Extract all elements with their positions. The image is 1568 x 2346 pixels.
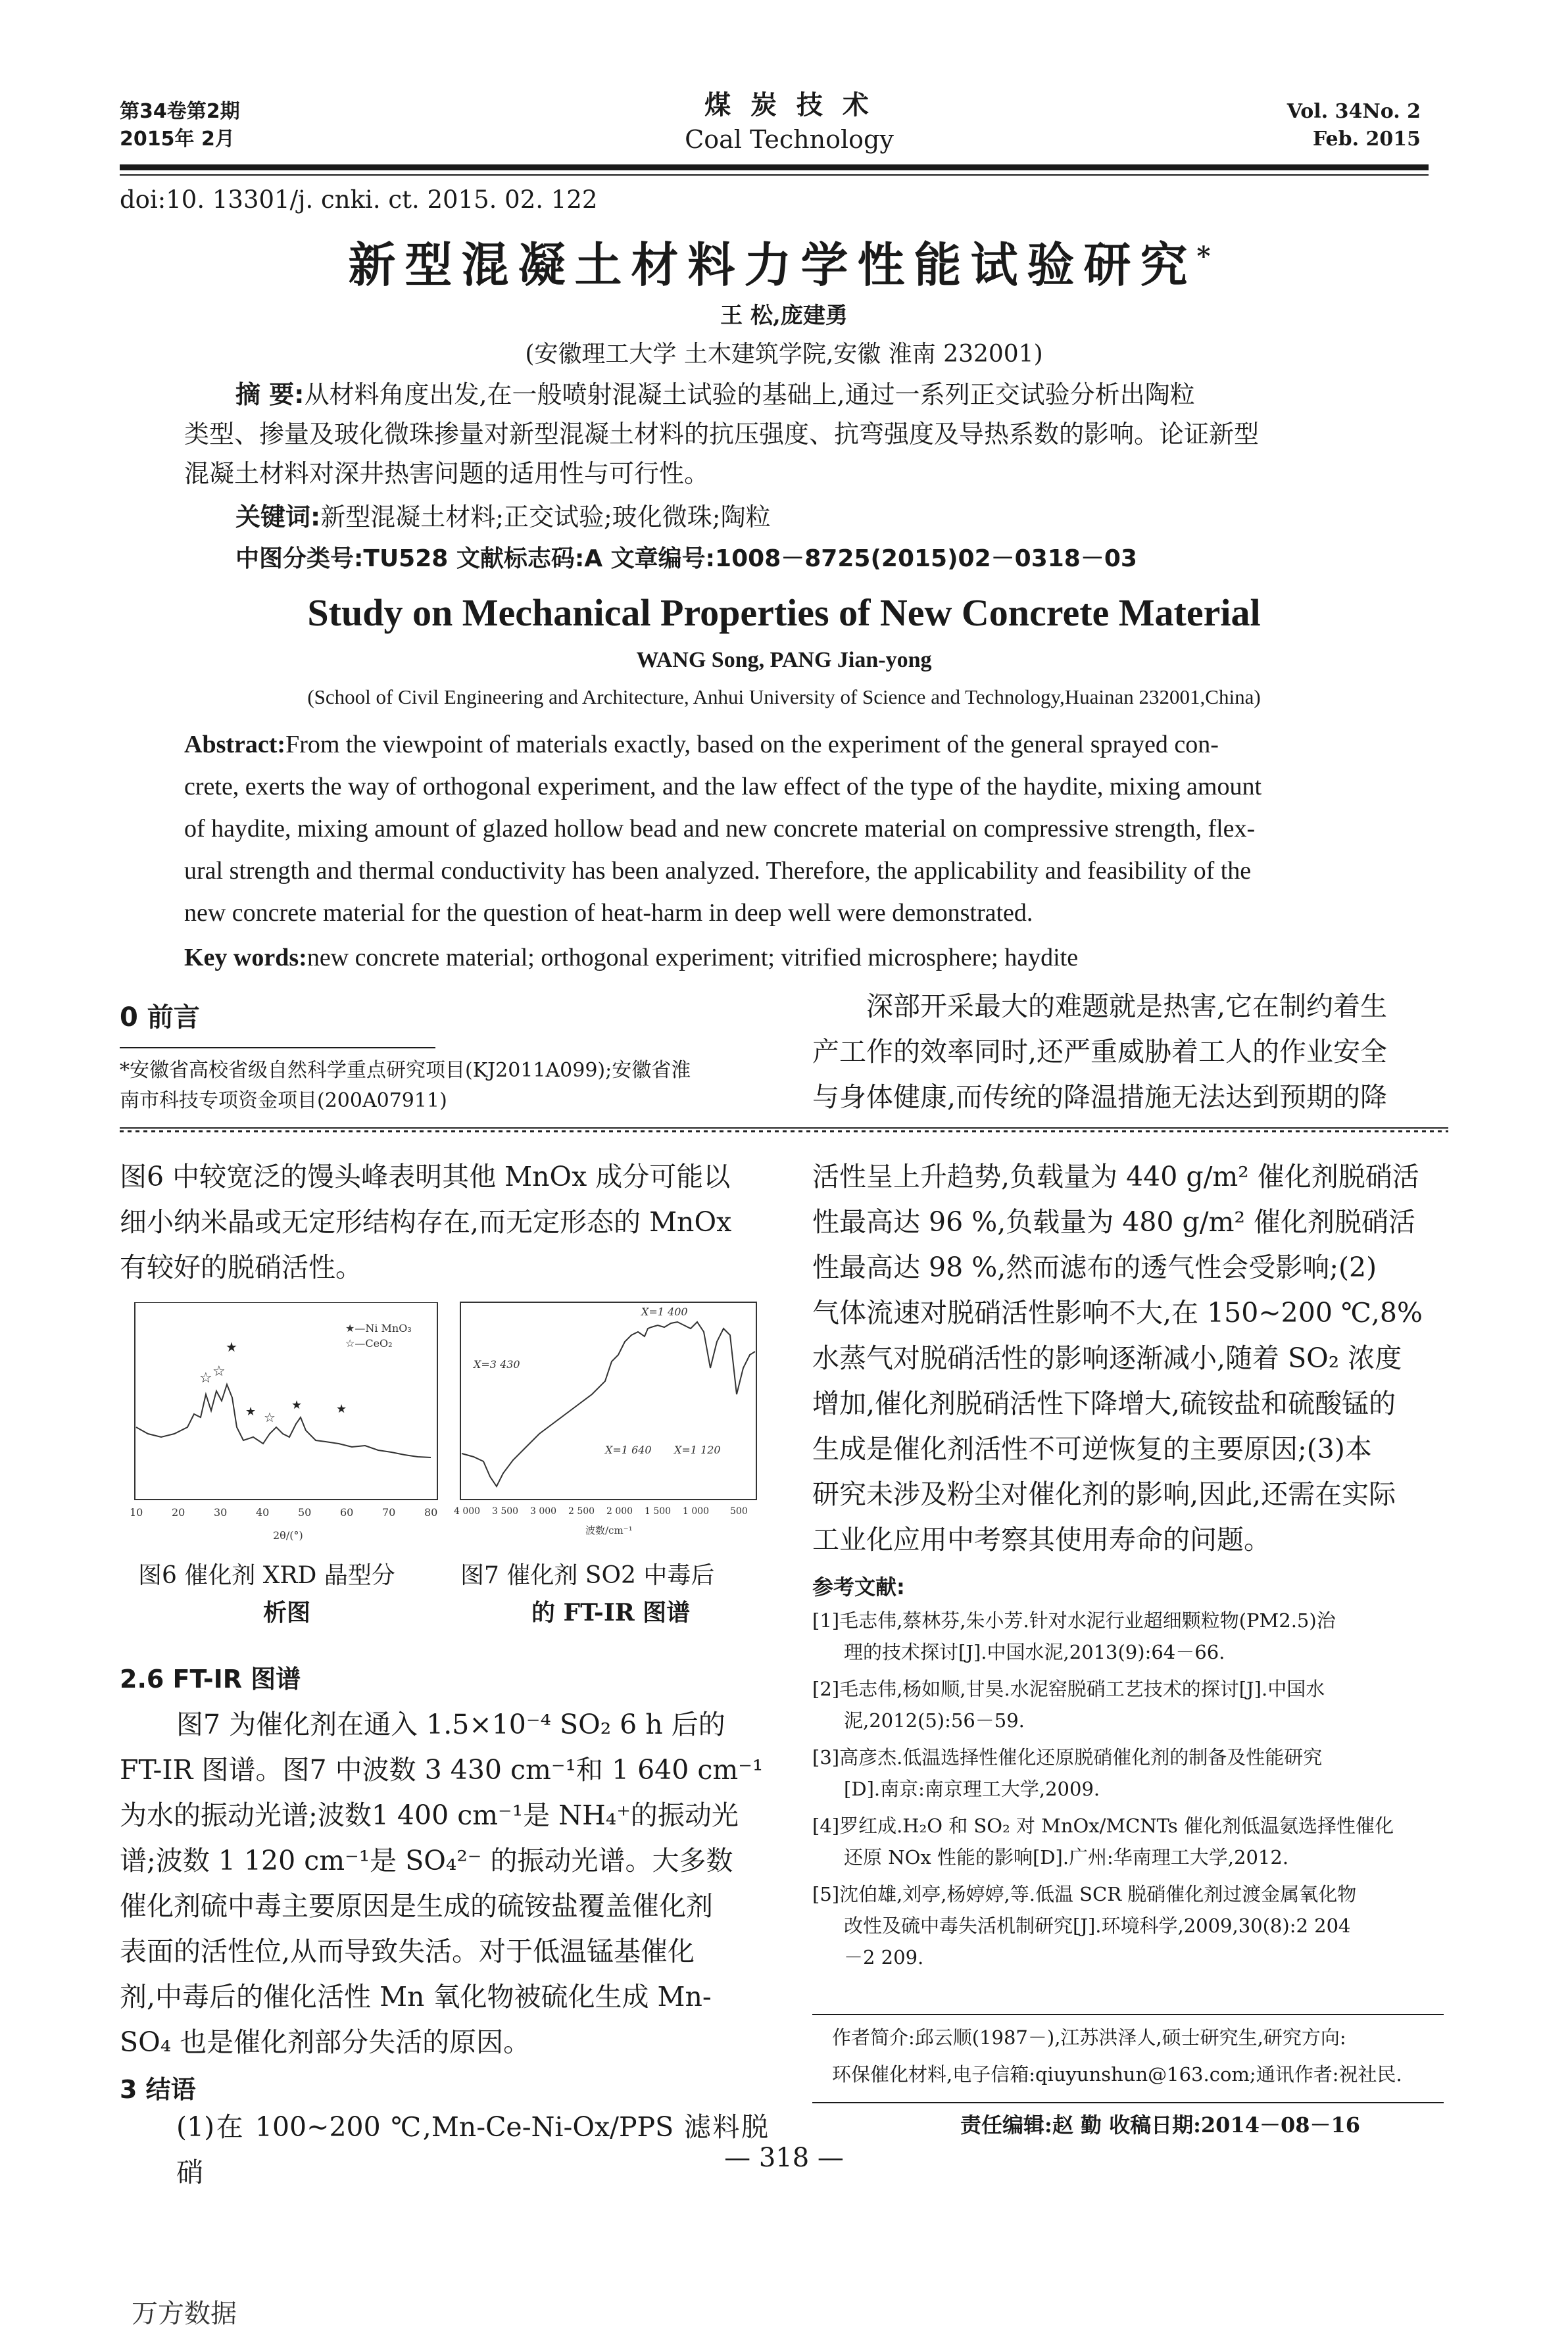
ll-p2-line3: 为水的振动光谱;波数1 400 cm⁻¹是 NH₄⁺的振动光 <box>120 1799 739 1831</box>
reference-item <box>812 1810 1444 1873</box>
abstract-en-line5: new concrete material for the question of heat-harm in deep well were demonstrated. <box>184 899 1033 927</box>
header-date: 2015年 2月 <box>120 128 235 151</box>
header-date-en: Feb. 2015 <box>1312 128 1421 151</box>
abstract-cn-line3: 混凝土材料对深井热害问题的适用性与可行性。 <box>184 459 710 488</box>
fig6-xtick: 80 <box>424 1506 438 1519</box>
references-heading: 参考文献: <box>812 1575 905 1600</box>
author-bio-rule <box>812 2014 1444 2015</box>
keywords-en-text: new concrete material; orthogonal experiment; vitrified microsphere; haydite <box>306 944 1079 971</box>
fig6-xtick: 70 <box>382 1506 396 1519</box>
figure-7-ftir <box>454 1289 763 1552</box>
lr-line5: 水蒸气对脱硝活性的影响逐渐减小,随着 SO₂ 浓度 <box>812 1342 1402 1374</box>
abstract-en-label: Abstract: <box>184 731 286 758</box>
lr-line7: 生成是催化剂活性不可逆恢复的主要原因;(3)本 <box>812 1433 1372 1465</box>
abstract-en-line1 <box>184 723 1394 766</box>
keywords-cn <box>184 497 1381 537</box>
footnote-funding <box>120 1056 691 1116</box>
fig6-star-1: ☆ <box>199 1370 212 1386</box>
paper-title-text: 新型混凝土材料力学性能试验研究 <box>348 237 1197 293</box>
fig6-star-6: ★ <box>291 1398 303 1412</box>
affiliation-en: (School of Civil Engineering and Architecture, Anhui University of Science and Technology,Huainan 232001,China) <box>307 685 1261 708</box>
fig7-xtick: 4 000 <box>454 1506 481 1517</box>
abstract-cn <box>184 375 1381 579</box>
editor-rule <box>812 2102 1444 2103</box>
lr-line4: 气体流速对脱硝活性影响不大,在 150~200 ℃,8% <box>812 1297 1423 1329</box>
keywords-en <box>184 937 1394 979</box>
header-volume: 第34卷第2期 <box>120 100 240 123</box>
fig6-xticks <box>130 1506 437 1519</box>
fig6-star-2: ☆ <box>212 1363 226 1380</box>
section-0-heading: 0 前言 <box>120 1002 200 1033</box>
intro-line3: 与身体健康,而传统的降温措施无法达到预期的降 <box>812 1081 1388 1113</box>
paper-title-cn <box>0 227 1568 295</box>
reference-item <box>812 1878 1444 1973</box>
ref4-line1: [4]罗红成.H₂O 和 SO₂ 对 MnOx/MCNTs 催化剂低温氨选择性催化 <box>812 1815 1394 1837</box>
title-footnote-mark: * <box>1196 241 1220 272</box>
abstract-cn-text1: 从材料角度出发,在一般喷射混凝土试验的基础上,通过一系列正交试验分析出陶粒 <box>304 380 1195 409</box>
header-vol-en: Vol. 34No. 2 <box>1286 100 1421 123</box>
figure-6-xrd <box>128 1302 444 1552</box>
ref1-line1: [1]毛志伟,蔡林芬,朱小芳.针对水泥行业超细颗粒物(PM2.5)治 <box>812 1609 1336 1632</box>
section-3-heading: 3 结语 <box>120 2075 196 2104</box>
fig7-caption-line1: 图7 催化剂 SO2 中毒后 <box>460 1562 715 1589</box>
ll-p2-line4: 谱;波数 1 120 cm⁻¹是 SO₄²⁻ 的振动光谱。大多数 <box>120 1845 733 1876</box>
affiliation-cn: (安徽理工大学 土木建筑学院,安徽 淮南 232001) <box>525 341 1043 368</box>
header-rule-thick <box>120 164 1429 170</box>
ref3-line1: [3]高彦杰.低温选择性催化还原脱硝催化剂的制备及性能研究 <box>812 1746 1323 1769</box>
fig6-xtick: 60 <box>340 1506 354 1519</box>
fig7-annot-1120: X=1 120 <box>674 1444 721 1456</box>
fig7-xticks <box>454 1506 748 1517</box>
reference-item <box>812 1605 1444 1668</box>
fig6-xtick: 10 <box>130 1506 143 1519</box>
abstract-en-line2: crete, exerts the way of orthogonal experiment, and the law effect of the type of the haydite, mixing amount <box>184 773 1262 800</box>
ll-p2-line6: 表面的活性位,从而导致失活。对于低温锰基催化 <box>120 1936 695 1967</box>
ref2-line2: 泥,2012(5):56－59. <box>844 1709 1025 1732</box>
ref5-line1: [5]沈伯雄,刘亭,杨婷婷,等.低温 SCR 脱硝催化剂过渡金属氧化物 <box>812 1883 1357 1905</box>
author-bio-line1: 作者简介:邱云顺(1987－),江苏洪泽人,硕士研究生,研究方向: <box>832 2026 1346 2049</box>
lower-left-p3: (1)在 100~200 ℃,Mn-Ce-Ni-Ox/PPS 滤料脱硝 <box>176 2111 768 2188</box>
authors-en: WANG Song, PANG Jian-yong <box>636 648 932 672</box>
lower-left-p2 <box>120 1702 768 2065</box>
page-splice-divider <box>120 1126 1448 1136</box>
ll-p1-line1: 图6 中较宽泛的馒头峰表明其他 MnOx 成分可能以 <box>120 1161 731 1192</box>
ll-p2-line1: 图7 为催化剂在通入 1.5×10⁻⁴ SO₂ 6 h 后的 <box>176 1709 725 1740</box>
fig7-xtick: 3 500 <box>492 1506 519 1517</box>
ref2-line1: [2]毛志伟,杨如顺,甘昊.水泥窑脱硝工艺技术的探讨[J].中国水 <box>812 1678 1325 1700</box>
intro-right-column <box>812 984 1444 1120</box>
fig6-caption <box>138 1557 428 1631</box>
classification-line: 中图分类号:TU528 文献标志码:A 文章编号:1008－8725(2015)02－0318－03 <box>235 545 1137 572</box>
ref3-line2: [D].南京:南京理工大学,2009. <box>844 1778 1100 1800</box>
ref5-line3: －2 209. <box>844 1946 924 1968</box>
lr-line6: 增加,催化剂脱硝活性下降增大,硫铵盐和硫酸锰的 <box>812 1388 1396 1419</box>
abstract-cn-line1 <box>184 375 1381 414</box>
ll-p2-line7: 剂,中毒后的催化活性 Mn 氧化物被硫化生成 Mn- <box>120 1981 712 2013</box>
fig6-legend-2: ☆—CeO₂ <box>345 1337 393 1350</box>
fig6-star-7: ★ <box>336 1402 347 1416</box>
lr-line3: 性最高达 98 %,然而滤布的透气性会受影响;(2) <box>812 1252 1377 1283</box>
footnote-line1: *安徽省高校省级自然科学重点研究项目(KJ2011A099);安徽省淮 <box>120 1059 691 1082</box>
abstract-en-line3: of haydite, mixing amount of glazed hollow bead and new concrete material on compressive strength, flex- <box>184 815 1256 843</box>
fig6-star-4: ★ <box>245 1405 257 1419</box>
fig6-xtick: 30 <box>214 1506 228 1519</box>
fig6-xtick: 50 <box>298 1506 312 1519</box>
abstract-en-text1: From the viewpoint of materials exactly, based on the experiment of the general sprayed con- <box>285 731 1219 758</box>
authors-cn: 王 松,庞建勇 <box>720 303 848 329</box>
footnote-rule <box>120 1047 435 1048</box>
lr-line2: 性最高达 96 %,负载量为 480 g/m² 催化剂脱硝活 <box>812 1206 1415 1238</box>
fig7-ftir-curve <box>462 1322 755 1486</box>
references-list <box>812 1605 1444 1973</box>
intro-line2: 产工作的效率同时,还严重威胁着工人的作业安全 <box>812 1036 1388 1067</box>
watermark: 万方数据 <box>132 2299 237 2329</box>
fig6-xtick: 40 <box>256 1506 270 1519</box>
section-2-6-heading: 2.6 FT-IR 图谱 <box>120 1665 301 1694</box>
ref1-line2: 理的技术探讨[J].中国水泥,2013(9):64－66. <box>844 1641 1225 1663</box>
fig6-caption-line2: 析图 <box>263 1599 311 1626</box>
keywords-cn-text: 新型混凝土材料;正交试验;玻化微珠;陶粒 <box>320 502 771 531</box>
intro-line1: 深部开采最大的难题就是热害,它在制约着生 <box>866 990 1388 1022</box>
journal-title-en: Coal Technology <box>685 125 894 154</box>
fig7-caption <box>460 1557 763 1631</box>
fig7-annot-1400: X=1 400 <box>641 1306 688 1318</box>
ll-p1-line2: 细小纳米晶或无定形结构存在,而无定形态的 MnOx <box>120 1206 732 1238</box>
fig6-caption-line1: 图6 催化剂 XRD 晶型分 <box>138 1562 395 1589</box>
fig7-xtick: 1 500 <box>645 1506 672 1517</box>
reference-item <box>812 1673 1444 1736</box>
lr-line1: 活性呈上升趋势,负载量为 440 g/m² 催化剂脱硝活 <box>812 1161 1419 1192</box>
fig7-xtick: 3 000 <box>530 1506 557 1517</box>
author-bio-line2: 环保催化材料,电子信箱:qiuyunshun@163.com;通讯作者:祝社民. <box>832 2063 1402 2086</box>
fig7-xtick: 500 <box>730 1506 748 1517</box>
fig6-xlabel: 2θ/(°) <box>273 1529 303 1542</box>
paper-title-en: Study on Mechanical Properties of New Concrete Material <box>307 591 1261 634</box>
author-bio <box>832 2019 1444 2093</box>
doi: doi:10. 13301/j. cnki. ct. 2015. 02. 122 <box>120 185 598 214</box>
abstract-cn-label: 摘 要: <box>235 380 305 409</box>
fig7-annot-1640: X=1 640 <box>605 1444 652 1456</box>
editor-info: 责任编辑:赵 勤 收稿日期:2014－08－16 <box>960 2113 1361 2138</box>
keywords-cn-label: 关键词: <box>235 502 321 531</box>
fig6-star-5: ☆ <box>264 1409 276 1425</box>
lr-line8: 研究未涉及粉尘对催化剂的影响,因此,还需在实际 <box>812 1478 1396 1510</box>
fig7-xtick: 2 500 <box>568 1506 595 1517</box>
lr-line9: 工业化应用中考察其使用寿命的问题。 <box>812 1524 1271 1555</box>
fig7-xlabel: 波数/cm⁻¹ <box>585 1525 633 1536</box>
abstract-en-line4: ural strength and thermal conductivity has been analyzed. Therefore, the applicability and feasibility of the <box>184 857 1252 885</box>
reference-item <box>812 1742 1444 1805</box>
footnote-line2: 南市科技专项资金项目(200A07911) <box>120 1089 447 1112</box>
lower-left-p1 <box>120 1154 768 1290</box>
page-number: — 318 — <box>724 2143 844 2173</box>
ll-p2-line5: 催化剂硫中毒主要原因是生成的硫铵盐覆盖催化剂 <box>120 1890 713 1922</box>
ll-p2-line8: SO₄ 也是催化剂部分失活的原因。 <box>120 2026 531 2058</box>
fig7-xtick: 2 000 <box>606 1506 633 1517</box>
abstract-cn-line2: 类型、掺量及玻化微珠掺量对新型混凝土材料的抗压强度、抗弯强度及导热系数的影响。论证新型 <box>184 420 1260 449</box>
fig7-annot-3430: X=3 430 <box>474 1358 520 1371</box>
ll-p2-line2: FT-IR 图谱。图7 中波数 3 430 cm⁻¹和 1 640 cm⁻¹ <box>120 1754 764 1786</box>
fig6-star-3: ★ <box>226 1339 237 1355</box>
fig7-xtick: 1 000 <box>683 1506 710 1517</box>
fig7-caption-line2: 的 FT-IR 图谱 <box>531 1599 691 1626</box>
header-rule-thin <box>120 174 1429 176</box>
lower-right-text <box>812 1154 1444 1563</box>
fig6-legend-1: ★—Ni MnO₃ <box>345 1322 412 1334</box>
ll-p1-line3: 有较好的脱硝活性。 <box>120 1252 362 1283</box>
keywords-en-label: Key words: <box>184 944 307 971</box>
ref5-line2: 改性及硫中毒失活机制研究[J].环境科学,2009,30(8):2 204 <box>844 1915 1351 1937</box>
ref4-line2: 还原 NOx 性能的影响[D].广州:华南理工大学,2012. <box>844 1846 1289 1869</box>
fig6-xrd-curve <box>136 1384 431 1457</box>
fig6-xtick: 20 <box>172 1506 185 1519</box>
journal-title-cn: 煤 炭 技 术 <box>704 89 874 120</box>
abstract-en <box>184 723 1394 979</box>
